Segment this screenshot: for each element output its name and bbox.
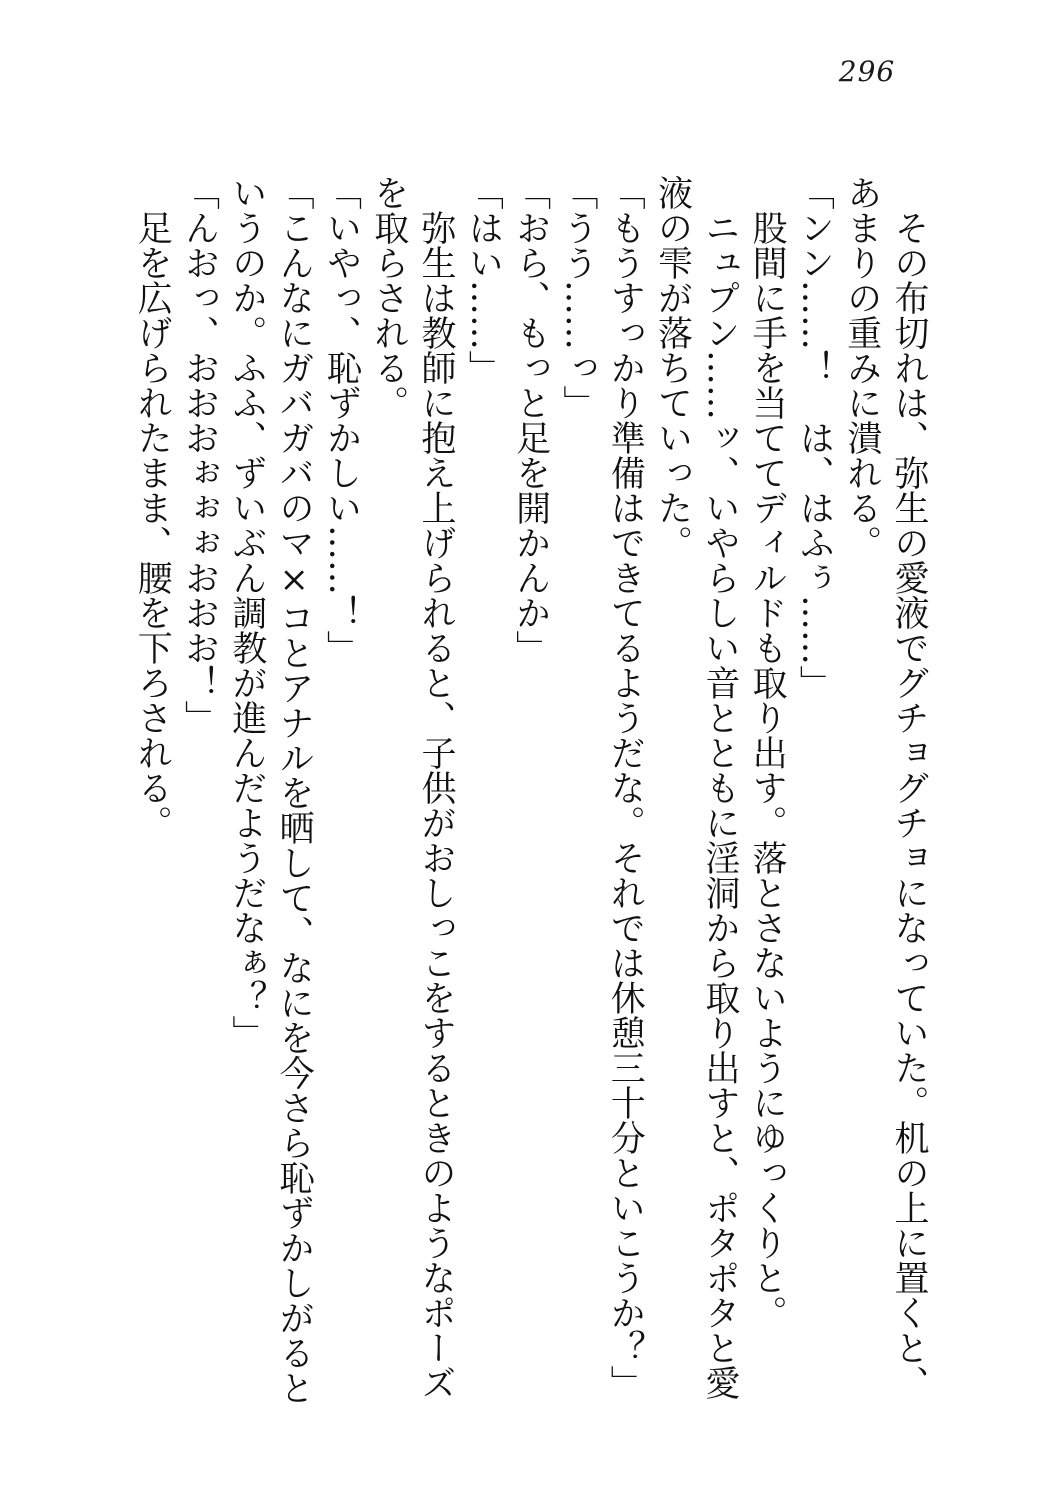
dialogue-line: 「はい……」	[463, 175, 504, 385]
dialogue-line: 「うう……っ」	[557, 175, 598, 420]
paragraph: 股間に手を当ててディルドも取り出す。落とさないようにゆっくりと。	[747, 210, 788, 1330]
paragraph: 足を広げられたまま、腰を下ろされる。	[132, 210, 173, 840]
dialogue-line: 「おら、もっと足を開かんか」	[510, 175, 551, 665]
dialogue-line: 「もうすっかり準備はできてるようだな。それでは休憩三十分といこうか？」	[605, 175, 646, 1400]
dialogue-line: 「こんなにガバガバのマ×コとアナルを晒して、なにを今さら恥ずかしがるというのか。ふふ、ずいぶん調教が進んだようだなぁ？」	[226, 175, 315, 1405]
dialogue-line: 「んおっ、おおおぉぉぉおおお！」	[179, 175, 220, 735]
dialogue-line: 「ンン……！ は、はふぅ……」	[794, 175, 835, 700]
paragraph: 弥生は教師に抱え上げられると、子供がおしっこをするときのようなポーズを取らされる。	[368, 175, 457, 1400]
paragraph: ニュプン……ッ、いやらしい音とともに淫洞から取り出すと、ポタポタと愛液の雫が落ちていった。	[652, 175, 740, 1400]
paragraph: その布切れは、弥生の愛液でグチョグチョになっていた。机の上に置くと、あまりの重みに潰れる。	[841, 175, 929, 1400]
dialogue-line: 「いやっ、恥ずかしい……！」	[321, 175, 362, 665]
page-number: 296	[838, 55, 896, 88]
body-text	[128, 175, 932, 1405]
